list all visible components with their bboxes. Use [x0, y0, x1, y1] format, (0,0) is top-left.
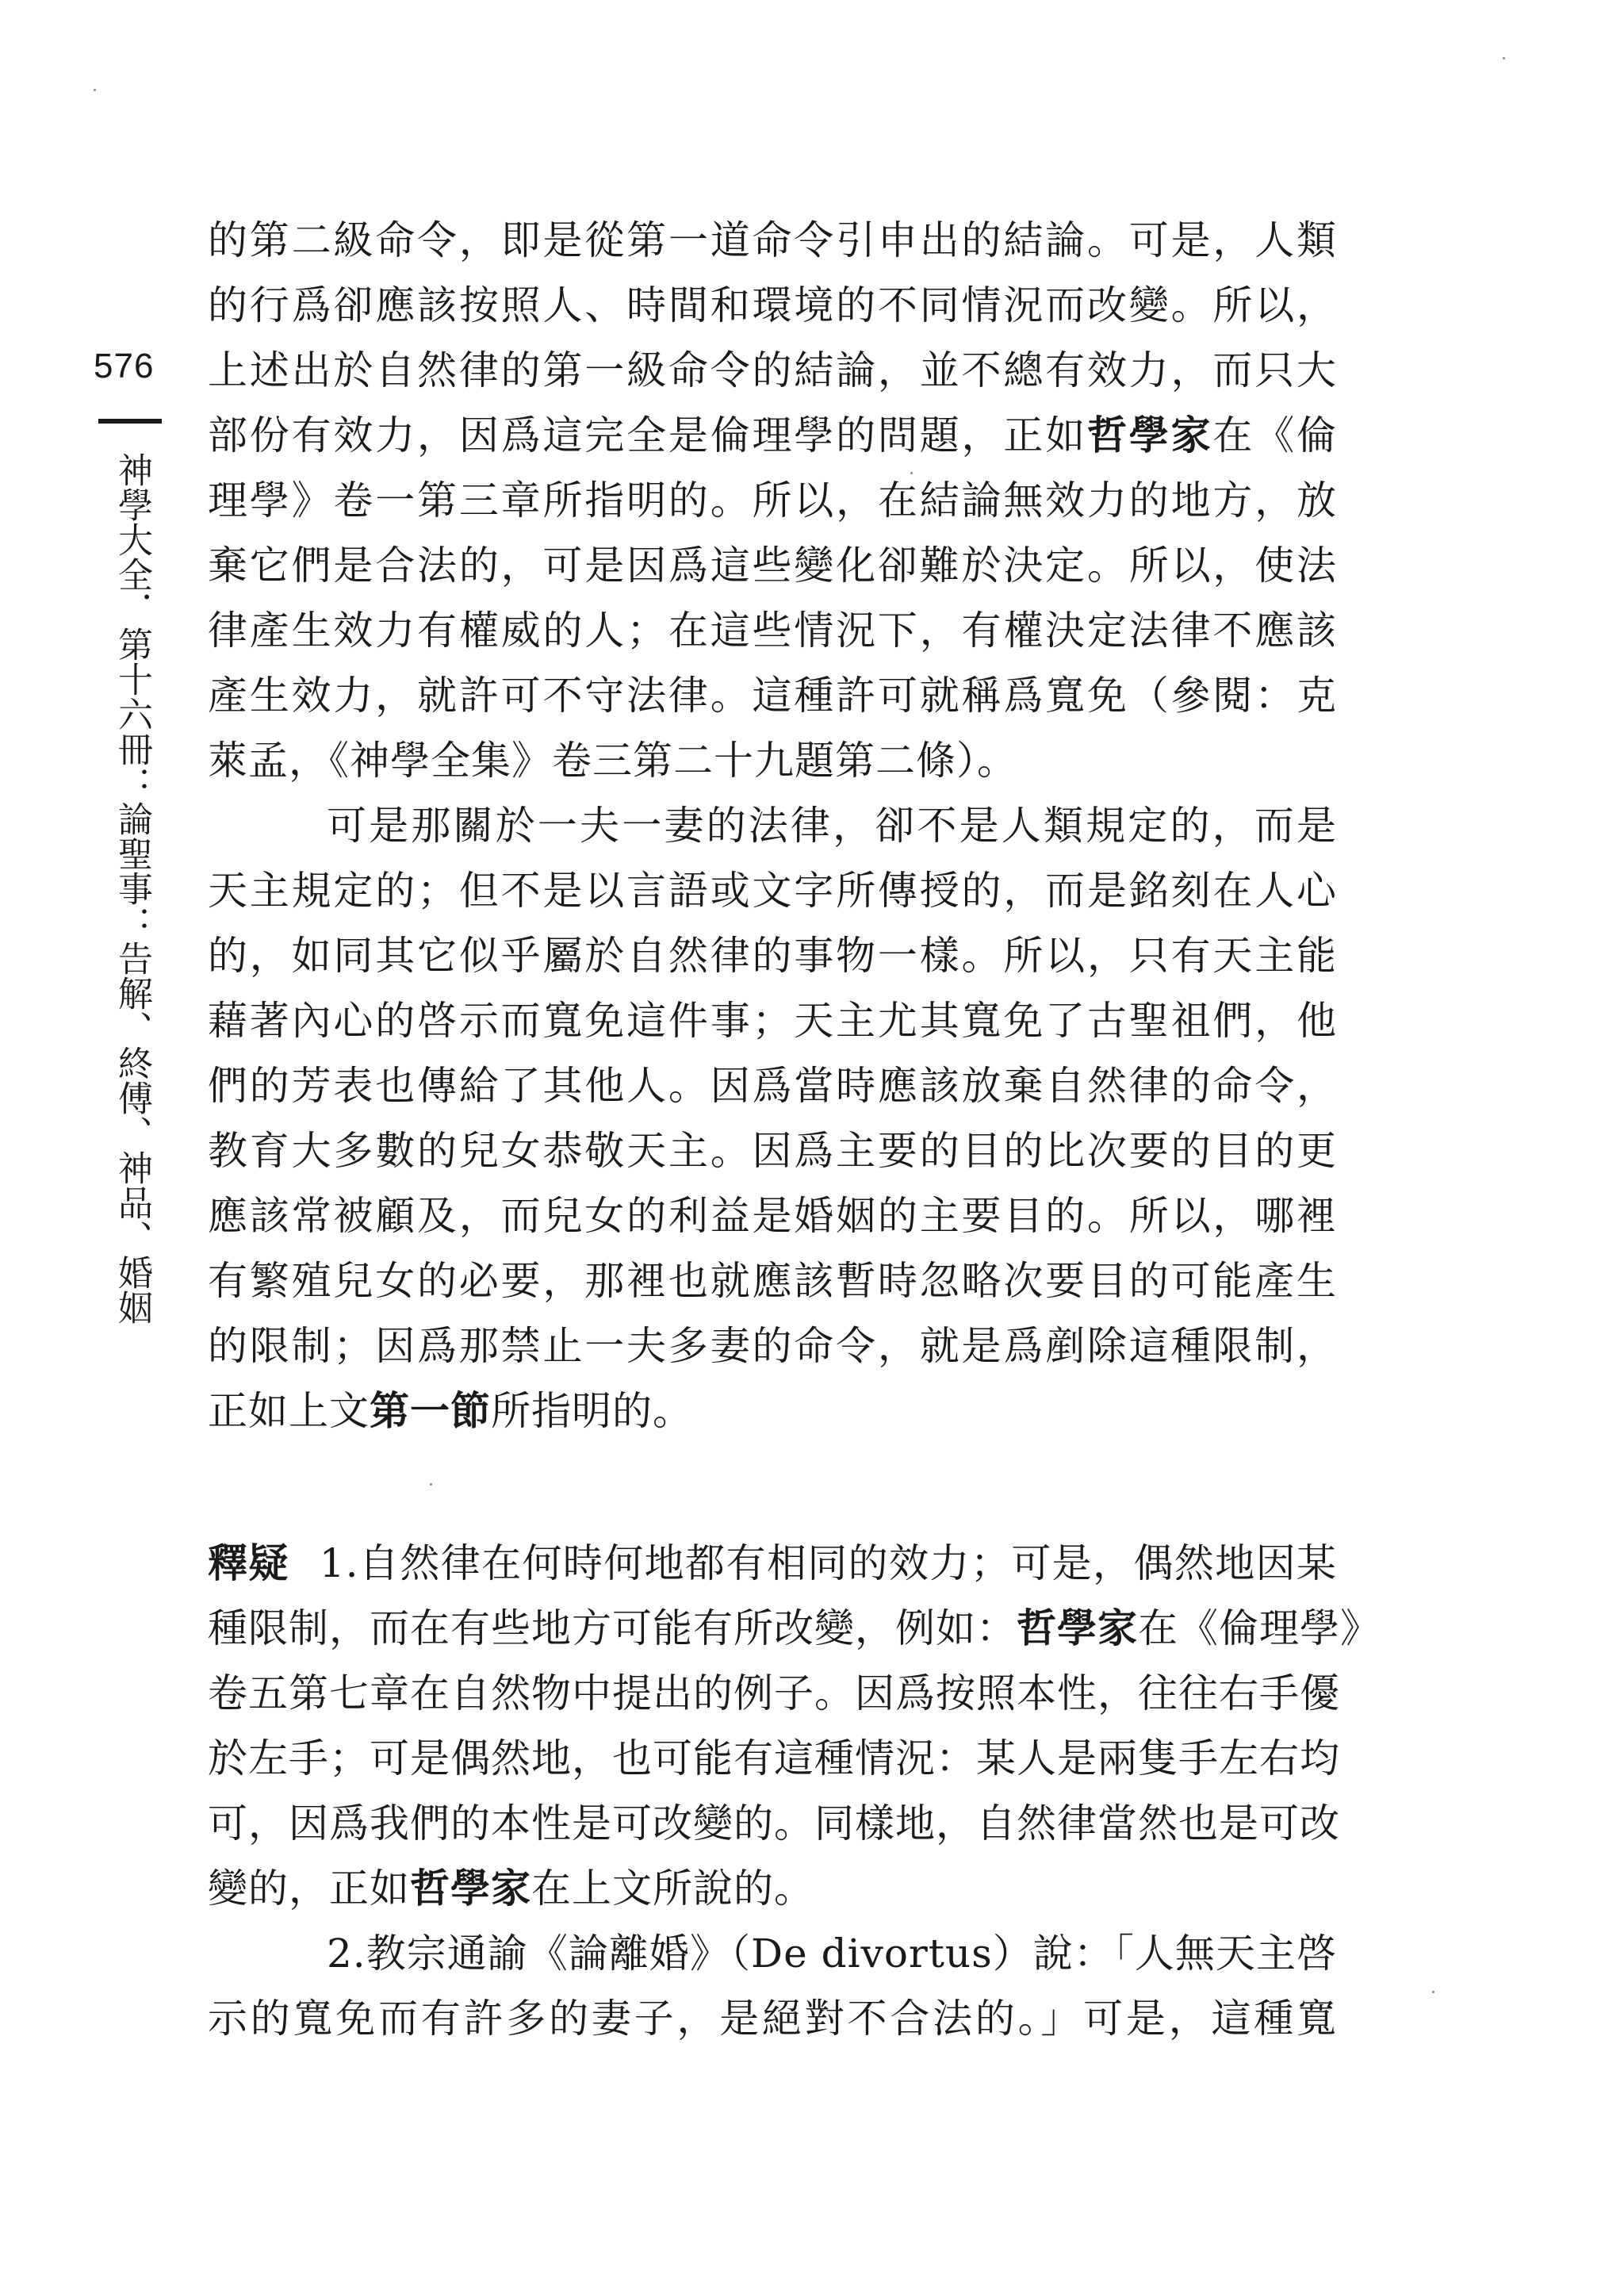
text-line: 產生效力，就許可不守法律。這種許可就稱爲寬免（參閱：克: [208, 673, 1337, 719]
text-line: 可，因爲我們的本性是可改變的。同樣地，自然律當然也是可改: [208, 1800, 1340, 1846]
text-run: 種限制，而在有些地方可能有所改變，例如：: [208, 1605, 1017, 1651]
text-run: 在《倫理學》: [1138, 1605, 1381, 1651]
philosopher-term: 哲學家: [410, 1865, 531, 1911]
page-number: 576: [94, 347, 155, 385]
text-line: 棄它們是合法的，可是因爲這些變化卻難於決定。所以，使法: [208, 543, 1337, 589]
margin-rule: [98, 419, 162, 424]
text-line: 應該常被顧及，而兒女的利益是婚姻的主要目的。所以，哪裡: [208, 1193, 1337, 1239]
text-line: [208, 403, 1337, 468]
text-line: 律產生效力有權威的人；在這些情況下，有權決定法律不應該: [208, 608, 1337, 654]
text-line: 可是那關於一夫一妻的法律，卻不是人類規定的，而是: [327, 803, 1337, 849]
text-line: [208, 1596, 1381, 1661]
text-line: 2.教宗通諭《論離婚》（De divortus）說：「人無天主啓: [327, 1931, 1337, 1977]
text-line: 天主規定的；但不是以言語或文字所傳授的，而是銘刻在人心: [208, 868, 1337, 914]
text-line: [208, 1378, 1337, 1444]
paragraph-1: [208, 208, 1337, 793]
text-line: 於左手；可是偶然地，也可能有這種情況：某人是兩隻手左右均: [208, 1735, 1340, 1781]
text-line: 萊孟，《神學全集》卷三第二十九題第二條）。: [208, 738, 1017, 784]
text-line: 卷五第七章在自然物中提出的例子。因爲按照本性，往往右手優: [208, 1670, 1340, 1716]
text-line: 的行爲卻應該按照人、時間和環境的不同情況而改變。所以，: [208, 282, 1337, 328]
running-head: 神學大全．第十六冊：論聖事：告解、終傅、神品、婚姻: [112, 452, 152, 1325]
text-line: 上述出於自然律的第一級命令的結論，並不總有效力，而只大: [208, 347, 1337, 393]
scan-speck: [1503, 57, 1505, 59]
text-run: 在《倫: [1212, 412, 1338, 458]
text-run: 變的，正如: [208, 1865, 410, 1911]
text-line: 藉著內心的啓示而寬免這件事；天主尤其寬免了古聖祖們，他: [208, 998, 1337, 1044]
paragraph-2: [208, 793, 1337, 1444]
replies-section: [208, 1531, 1381, 2051]
text-run: 1.自然律在何時何地都有相同的效力；可是，偶然地因某: [319, 1540, 1337, 1586]
text-line: [208, 1531, 1337, 1596]
philosopher-term: 哲學家: [1086, 412, 1213, 458]
text-line: 有繁殖兒女的必要，那裡也就應該暫時忽略次要目的可能產生: [208, 1258, 1337, 1304]
body-text: [208, 208, 1381, 2051]
text-line: 教育大多數的兒女恭敬天主。因爲主要的目的比次要的目的更: [208, 1128, 1337, 1174]
text-run: 部份有效力，因爲這完全是倫理學的問題，正如: [208, 412, 1087, 458]
scan-speck: [94, 89, 96, 91]
replies-label: 釋疑: [208, 1540, 289, 1586]
text-run: 正如上文: [208, 1388, 370, 1434]
text-run: 所指明的。: [491, 1388, 693, 1434]
philosopher-term: 哲學家: [1017, 1605, 1138, 1651]
section-reference: 第一節: [370, 1387, 491, 1434]
text-line: 示的寬免而有許多的妻子，是絕對不合法的。」可是，這種寬: [208, 1996, 1337, 2042]
text-line: 理學》卷一第三章所指明的。所以，在結論無效力的地方，放: [208, 477, 1337, 523]
text-line: 的限制；因爲那禁止一夫多妻的命令，就是爲剷除這種限制，: [208, 1323, 1337, 1369]
section-gap: [208, 1444, 1337, 1531]
text-line: 的第二級命令，即是從第一道命令引申出的結論。可是，人類: [208, 217, 1337, 263]
scan-speck: [1432, 1991, 1434, 1993]
text-run: 在上文所說的。: [531, 1865, 814, 1911]
text-line: [208, 1856, 1337, 1921]
text-line: 們的芳表也傳給了其他人。因爲當時應該放棄自然律的命令，: [208, 1063, 1337, 1109]
text-line: 的，如同其它似乎屬於自然律的事物一樣。所以，只有天主能: [208, 933, 1337, 979]
